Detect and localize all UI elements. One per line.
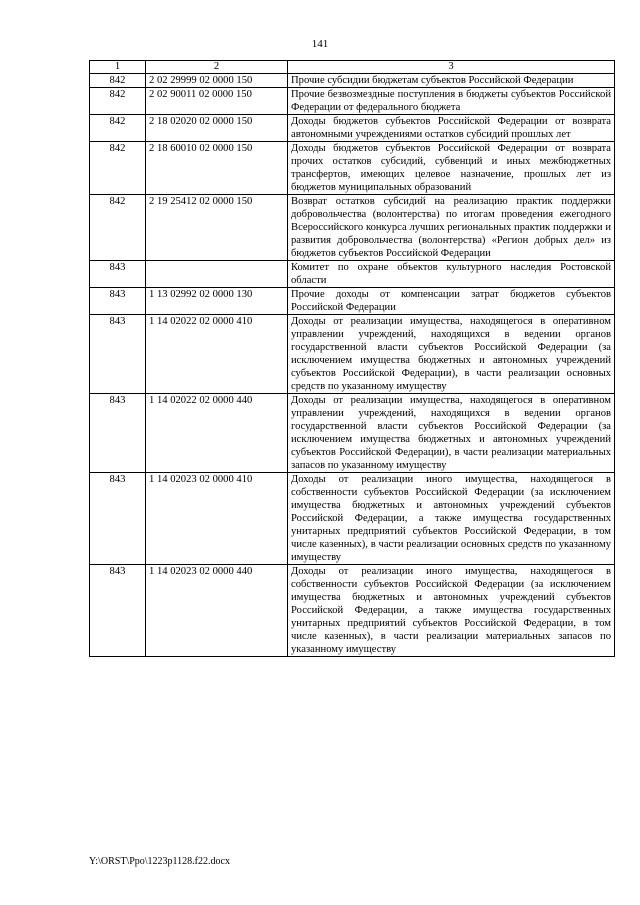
classification-code-cell: 1 14 02023 02 0000 440 <box>146 565 288 657</box>
table-row <box>90 315 615 394</box>
revenue-name-cell: Доходы от реализации иного имущества, находящегося в собственности субъектов Российской Федерации (за исключением имущества бюджетных и автономных учреждений субъектов Российской Федерации, а также имущества государственных унитарных предприятий субъектов Российской Федерации, в том числе казенных), в части реализации материальных запасов по указанному имуществу <box>288 565 615 657</box>
table-row <box>90 74 615 88</box>
table-row <box>90 473 615 565</box>
revenue-codes-table <box>89 60 615 657</box>
revenue-name-cell: Прочие безвозмездные поступления в бюджеты субъектов Российской Федерации от федерального бюджета <box>288 88 615 115</box>
revenue-name-cell: Комитет по охране объектов культурного наследия Ростовской области <box>288 261 615 288</box>
revenue-name-cell: Доходы от реализации имущества, находящегося в оперативном управлении учреждений, находящихся в ведении органов государственной власти субъектов Российской Федерации (за исключением имущества бюджетных и автономных учреждений субъектов Российской Федерации), в части реализации основных средств по указанному имуществу <box>288 315 615 394</box>
classification-code-cell: 2 02 29999 02 0000 150 <box>146 74 288 88</box>
revenue-name-cell: Прочие доходы от компенсации затрат бюджетов субъектов Российской Федерации <box>288 288 615 315</box>
admin-code-cell: 842 <box>90 142 146 195</box>
classification-code-cell <box>146 261 288 288</box>
revenue-name-cell: Доходы бюджетов субъектов Российской Федерации от возврата автономными учреждениями остатков субсидий прошлых лет <box>288 115 615 142</box>
revenue-name-cell: Доходы бюджетов субъектов Российской Федерации от возврата прочих остатков субсидий, субвенций и иных межбюджетных трансфертов, имеющих целевое назначение, прошлых лет из бюджетов муниципальных образований <box>288 142 615 195</box>
admin-code-cell: 843 <box>90 473 146 565</box>
footer-file-path: Y:\ORST\Ppo\1223p1128.f22.docx <box>89 856 230 867</box>
table-row <box>90 88 615 115</box>
classification-code-cell: 1 14 02022 02 0000 410 <box>146 315 288 394</box>
column-header-name: 3 <box>288 61 615 74</box>
classification-code-cell: 2 19 25412 02 0000 150 <box>146 195 288 261</box>
column-header-code: 2 <box>146 61 288 74</box>
classification-code-cell: 1 14 02023 02 0000 410 <box>146 473 288 565</box>
admin-code-cell: 842 <box>90 115 146 142</box>
admin-code-cell: 843 <box>90 565 146 657</box>
admin-code-cell: 843 <box>90 288 146 315</box>
admin-code-cell: 843 <box>90 315 146 394</box>
revenue-name-cell: Прочие субсидии бюджетам субъектов Российской Федерации <box>288 74 615 88</box>
revenue-name-cell: Доходы от реализации имущества, находящегося в оперативном управлении учреждений, находящихся в ведении органов государственной власти субъектов Российской Федерации (за исключением имущества бюджетных и автономных учреждений субъектов Российской Федерации), в части реализации материальных запасов по указанному имуществу <box>288 394 615 473</box>
table-row <box>90 115 615 142</box>
page-number: 141 <box>311 38 329 50</box>
admin-code-cell: 842 <box>90 88 146 115</box>
column-header-admin: 1 <box>90 61 146 74</box>
classification-code-cell: 2 18 60010 02 0000 150 <box>146 142 288 195</box>
admin-code-cell: 843 <box>90 394 146 473</box>
revenue-name-cell: Возврат остатков субсидий на реализацию практик поддержки добровольчества (волонтерства) по итогам проведения ежегодного Всероссийского конкурса лучших региональных практик поддержки и развития добровольчества (волонтерства) «Регион добрых дел» из бюджетов субъектов Российской Федерации <box>288 195 615 261</box>
classification-code-cell: 2 02 90011 02 0000 150 <box>146 88 288 115</box>
classification-code-cell: 2 18 02020 02 0000 150 <box>146 115 288 142</box>
admin-code-cell: 842 <box>90 74 146 88</box>
table-header-row <box>90 61 615 74</box>
table-row <box>90 195 615 261</box>
admin-code-cell: 842 <box>90 195 146 261</box>
table-row <box>90 565 615 657</box>
table-row <box>90 288 615 315</box>
table-row <box>90 142 615 195</box>
admin-code-cell: 843 <box>90 261 146 288</box>
table-row <box>90 394 615 473</box>
table-row <box>90 261 615 288</box>
classification-code-cell: 1 14 02022 02 0000 440 <box>146 394 288 473</box>
classification-code-cell: 1 13 02992 02 0000 130 <box>146 288 288 315</box>
revenue-name-cell: Доходы от реализации иного имущества, находящегося в собственности субъектов Российской Федерации (за исключением имущества бюджетных и автономных учреждений субъектов Российской Федерации, а также имущества государственных унитарных предприятий субъектов Российской Федерации, в том числе казенных), в части реализации основных средств по указанному имуществу <box>288 473 615 565</box>
